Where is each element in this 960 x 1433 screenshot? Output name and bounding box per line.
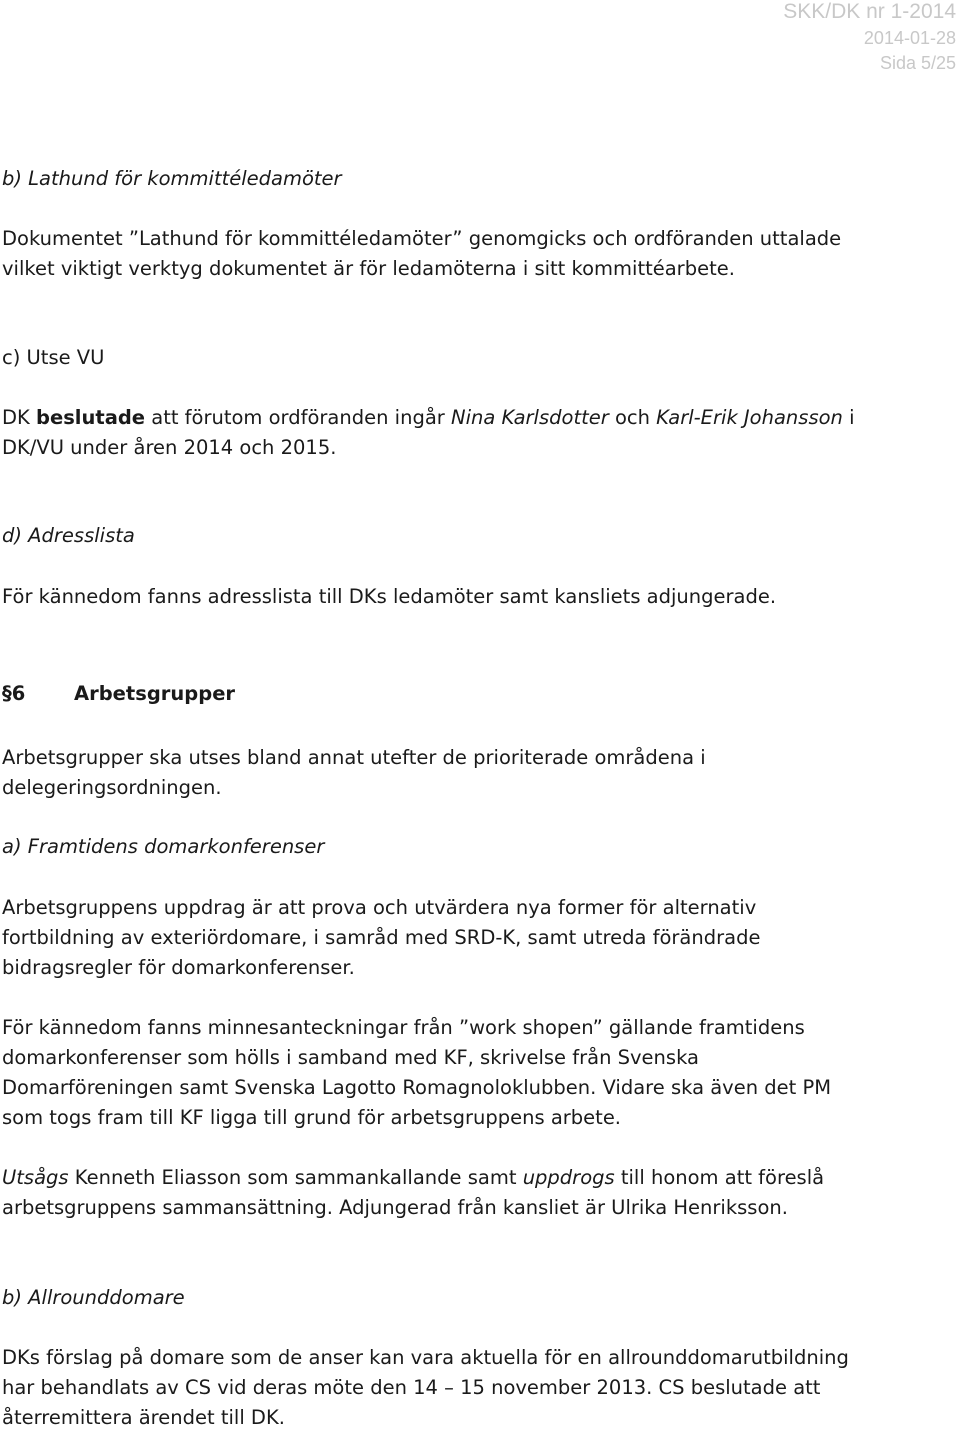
text-line: För kännedom fanns minnesanteckningar från ”work shopen” gällande framtidens bbox=[2, 1016, 805, 1039]
section-title: Arbetsgrupper bbox=[74, 682, 236, 705]
paragraph-minnesanteckningar bbox=[2, 1013, 952, 1133]
text-line: DK/VU under åren 2014 och 2015. bbox=[2, 436, 337, 459]
heading-adresslista-text: d) Adresslista bbox=[2, 524, 135, 547]
paragraph-lathund bbox=[2, 224, 952, 284]
page-number: Sida 5/25 bbox=[879, 53, 956, 73]
page-header bbox=[783, 0, 956, 74]
paragraph-uppdrag bbox=[2, 893, 952, 983]
paragraph-arbetsgrupper bbox=[2, 743, 952, 803]
paragraph-allrounddomare bbox=[2, 1343, 952, 1433]
text-line bbox=[2, 403, 952, 433]
text-run: till honom att föreslå bbox=[614, 1166, 825, 1189]
person-name: Nina Karlsdotter bbox=[450, 406, 609, 429]
text-line: som togs fram till KF ligga till grund för arbetsgruppens arbete. bbox=[2, 1106, 622, 1129]
text-run: att förutom ordföranden ingår bbox=[145, 406, 451, 429]
document-date: 2014-01-28 bbox=[863, 28, 956, 48]
text-run: och bbox=[608, 406, 657, 429]
section-heading-arbetsgrupper bbox=[2, 679, 952, 709]
text-run: i bbox=[842, 406, 855, 429]
text-line: domarkonferenser som hölls i samband med KF, skrivelse från Svenska bbox=[2, 1046, 699, 1069]
text-line: arbetsgruppens sammansättning. Adjungerad från kansliet är Ulrika Henriksson. bbox=[2, 1196, 788, 1219]
heading-adresslista bbox=[2, 521, 952, 551]
text-line: delegeringsordningen. bbox=[2, 776, 222, 799]
paragraph-utsags bbox=[2, 1163, 952, 1223]
text-line: För kännedom fanns adresslista till DKs ledamöter samt kansliets adjungerade. bbox=[2, 585, 777, 608]
document-number: SKK/DK nr 1-2014 bbox=[783, 0, 956, 23]
heading-utse-vu bbox=[2, 343, 952, 373]
text-line: Arbetsgruppens uppdrag är att prova och utvärdera nya former för alternativ bbox=[2, 896, 757, 919]
text-run: Kenneth Eliasson som sammankallande samt bbox=[68, 1166, 523, 1189]
decision-keyword: uppdrogs bbox=[522, 1166, 615, 1189]
text-line: Dokumentet ”Lathund för kommittéledamöter” genomgicks och ordföranden uttalade bbox=[2, 227, 842, 250]
text-line bbox=[2, 1163, 952, 1193]
heading-allrounddomare-text: b) Allrounddomare bbox=[2, 1286, 185, 1309]
text-line: vilket viktigt verktyg dokumentet är för ledamöterna i sitt kommittéarbete. bbox=[2, 257, 735, 280]
text-line: fortbildning av exteriördomare, i samråd med SRD-K, samt utreda förändrade bbox=[2, 926, 761, 949]
text-line: återremittera ärendet till DK. bbox=[2, 1406, 285, 1429]
heading-framtidens-text: a) Framtidens domarkonferenser bbox=[2, 835, 325, 858]
text-line: har behandlats av CS vid deras möte den 14 – 15 november 2013. CS beslutade att bbox=[2, 1376, 821, 1399]
heading-allrounddomare bbox=[2, 1283, 952, 1313]
text-line: Domarföreningen samt Svenska Lagotto Romagnoloklubben. Vidare ska även det PM bbox=[2, 1076, 832, 1099]
heading-utse-vu-text: c) Utse VU bbox=[2, 346, 105, 369]
heading-lathund-text: b) Lathund för kommittéledamöter bbox=[2, 167, 342, 190]
heading-framtidens-domarkonferenser bbox=[2, 832, 952, 862]
text-line: bidragsregler för domarkonferenser. bbox=[2, 956, 355, 979]
paragraph-adresslista bbox=[2, 582, 952, 612]
decision-keyword: Utsågs bbox=[2, 1166, 69, 1189]
heading-lathund bbox=[2, 164, 952, 194]
decision-keyword: beslutade bbox=[36, 406, 146, 429]
person-name: Karl-Erik Johansson bbox=[656, 406, 843, 429]
section-number: §6 bbox=[2, 682, 26, 705]
text-line: Arbetsgrupper ska utses bland annat utefter de prioriterade områdena i bbox=[2, 746, 706, 769]
text-run: DK bbox=[2, 406, 37, 429]
paragraph-utse-vu bbox=[2, 403, 952, 463]
text-line: DKs förslag på domare som de anser kan vara aktuella för en allrounddomarutbildning bbox=[2, 1346, 849, 1369]
